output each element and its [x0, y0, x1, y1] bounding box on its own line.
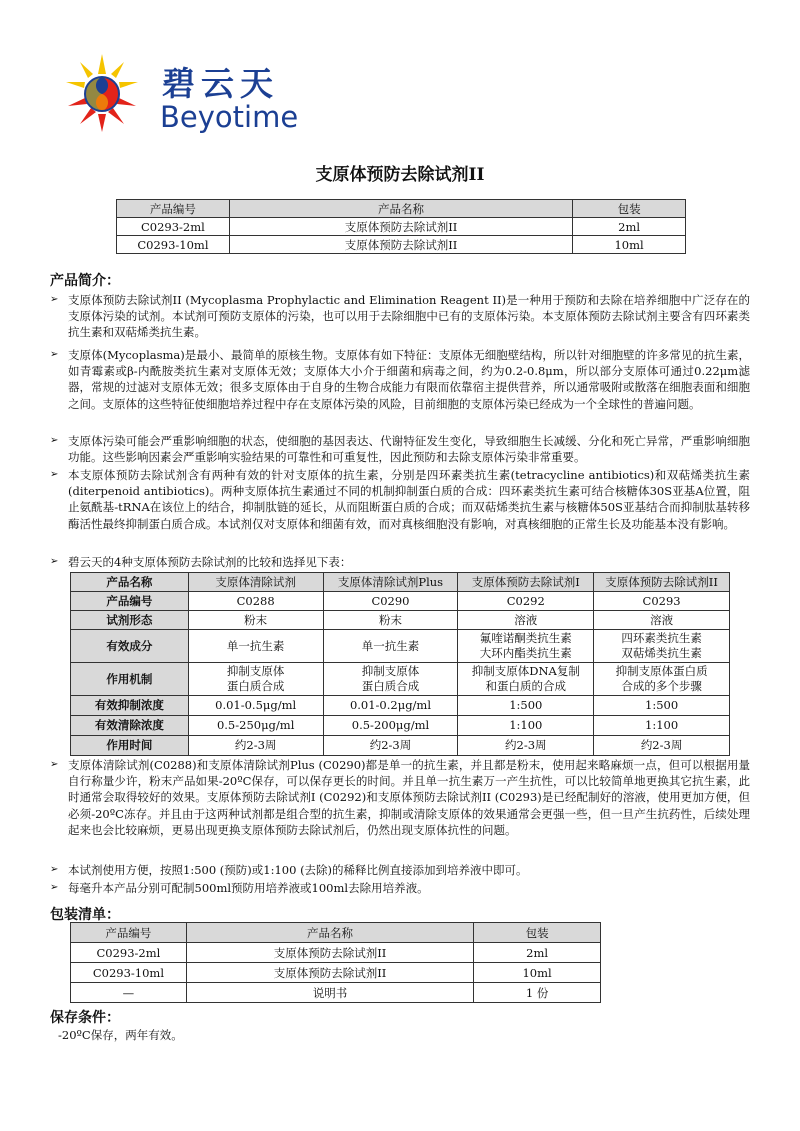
- table-cell: 抑制支原体 蛋白质合成: [188, 663, 323, 696]
- row-header-cell: 试剂形态: [71, 611, 189, 630]
- table-header-row: [71, 573, 730, 592]
- table-cell: C0288: [188, 592, 323, 611]
- table-cell: 支原体清除试剂: [188, 573, 323, 592]
- paragraph-text: 每毫升本产品分别可配制500ml预防用培养液或100ml去除用培养液。: [68, 881, 429, 895]
- table-cell: 粉末: [323, 611, 458, 630]
- table-header-row: [71, 923, 601, 943]
- triangle-bullet-icon: ➢: [50, 435, 59, 446]
- table-cell: 2ml: [474, 943, 601, 963]
- paragraph-text: 支原体清除试剂(C0288)和支原体清除试剂Plus (C0290)都是单一的抗生素，并且都是粉末，使用起来略麻烦一点，但可以根据用量自行称量少许，粉末产品如果-20ºC保存，可以保存更长的时间。并且单一抗生素万一产生抗性，可以比较简单地更换其它抗生素，此时通常会取得较好的效果。支原体预防去除试剂I (C0292)和支原体预防去除试剂II (C0293)是已经配制好的溶液，使用更加方便，但必须-20ºC冻存。并且由于这两种试剂都是组合型的抗生素，抑制或清除支原体的效果通常会更强一些，但一旦产生抗药性，后续处理起来也会比较麻烦，更易出现更换支原体预防去除试剂后，仍然出现支原体抗性的问题。: [68, 758, 750, 837]
- table-header-cell: 包装: [573, 200, 686, 218]
- table-row: [71, 736, 730, 756]
- table-cell: 氟喹诺酮类抗生素 大环内酯类抗生素: [458, 630, 594, 663]
- paragraph-text: 支原体预防去除试剂II (Mycoplasma Prophylactic and Elimination Reagent II)是一种用于预防和去除在培养细胞中广泛存在的支原体污染的试剂。本试剂可预防支原体的污染，也可以用于去除细胞中已有的支原体污染。本支原体预防去除试剂主要含有四环素类抗生素和双萜烯类抗生素。: [68, 293, 750, 340]
- table-cell: 支原体预防去除试剂II: [186, 963, 473, 983]
- table-cell: —: [71, 983, 187, 1003]
- paragraph-text: 碧云天的4种支原体预防去除试剂的比较和选择见下表：: [68, 555, 352, 569]
- paragraph-text: 本试剂使用方便，按照1:500 (预防)或1:100 (去除)的稀释比例直接添加到培养液中即可。: [68, 863, 528, 877]
- table-cell: 抑制支原体 蛋白质合成: [323, 663, 458, 696]
- table-cell: 抑制支原体DNA复制 和蛋白质的合成: [458, 663, 594, 696]
- table-cell: 抑制支原体蛋白质 合成的多个步骤: [594, 663, 730, 696]
- table-cell: 10ml: [474, 963, 601, 983]
- table-cell: 支原体预防去除试剂II: [594, 573, 730, 592]
- table-cell: 溶液: [458, 611, 594, 630]
- packing-table: [70, 922, 601, 1003]
- intro-paragraph: [50, 433, 750, 465]
- table-cell: 1 份: [474, 983, 601, 1003]
- table-row: [71, 963, 601, 983]
- table-cell: 0.5-200μg/ml: [323, 716, 458, 736]
- page-title: 支原体预防去除试剂II: [315, 165, 485, 185]
- paragraph-text: 本支原体预防去除试剂含有两种有效的针对支原体的抗生素，分别是四环素类抗生素(tetracycline antibiotics)和双萜烯类抗生素(diterpenoid antibiotics)。两种支原体抗生素通过不同的机制抑制蛋白质的合成：四环素类抗生素可结合核糖体30S亚基A位置，阻止氨酰基-tRNA在该位上的结合，抑制肽链的延长，从而阻断蛋白质的合成；而双萜烯类抗生素与核糖体50S亚基结合而抑制肽基转移酶活性最终抑制蛋白质合成。本试剂仅对支原体和细菌有效，而对真核细胞没有影响，对真核细胞的正常生长及功能基本没有影响。: [68, 468, 750, 531]
- table-cell: 约2-3周: [594, 736, 730, 756]
- table-row: [71, 663, 730, 696]
- intro-paragraph: [50, 467, 750, 532]
- table-cell: C0290: [323, 592, 458, 611]
- table-row: [71, 983, 601, 1003]
- table-cell: 单一抗生素: [323, 630, 458, 663]
- table-row: [71, 611, 730, 630]
- row-header-cell: 作用时间: [71, 736, 189, 756]
- triangle-bullet-icon: ➢: [50, 294, 59, 305]
- intro-paragraph: [50, 554, 750, 570]
- table-header-cell: 包装: [474, 923, 601, 943]
- section-heading-storage: 保存条件：: [50, 1010, 120, 1026]
- table-cell: 支原体预防去除试剂II: [229, 218, 572, 236]
- table-header-row: [117, 200, 686, 218]
- table-cell: 支原体预防去除试剂II: [229, 236, 572, 254]
- table-cell: 0.5-250μg/ml: [188, 716, 323, 736]
- table-row: [71, 696, 730, 716]
- table-row: [117, 218, 686, 236]
- row-header-cell: 有效抑制浓度: [71, 696, 189, 716]
- table-row: [117, 236, 686, 254]
- table-cell: 支原体清除试剂Plus: [323, 573, 458, 592]
- table-cell: 0.01-0.5μg/ml: [188, 696, 323, 716]
- table-cell: 1:100: [594, 716, 730, 736]
- product-table: [116, 199, 686, 254]
- table-cell: 单一抗生素: [188, 630, 323, 663]
- row-header-cell: 有效清除浓度: [71, 716, 189, 736]
- table-cell: C0293: [594, 592, 730, 611]
- row-header-cell: 产品名称: [71, 573, 189, 592]
- triangle-bullet-icon: ➢: [50, 864, 59, 875]
- brand-name-en: Beyotime: [160, 100, 299, 134]
- table-cell: 粉末: [188, 611, 323, 630]
- row-header-cell: 有效成分: [71, 630, 189, 663]
- table-row: [71, 592, 730, 611]
- intro-paragraph: [50, 292, 750, 341]
- table-cell: 约2-3周: [188, 736, 323, 756]
- table-row: [71, 716, 730, 736]
- table-cell: 0.01-0.2μg/ml: [323, 696, 458, 716]
- table-cell: C0293-10ml: [117, 236, 230, 254]
- table-cell: 10ml: [573, 236, 686, 254]
- comparison-table: [70, 572, 730, 756]
- table-header-cell: 产品名称: [229, 200, 572, 218]
- storage-text: -20ºC保存，两年有效。: [58, 1028, 183, 1042]
- table-header-cell: 产品编号: [117, 200, 230, 218]
- triangle-bullet-icon: ➢: [50, 349, 59, 360]
- paragraph-text: 支原体(Mycoplasma)是最小、最简单的原核生物。支原体有如下特征：支原体无细胞壁结构，所以针对细胞壁的许多常见的抗生素，如青霉素或β-内酰胺类抗生素对支原体无效；支原体大小介于细菌和病毒之间，约为0.2-0.8μm，所以部分支原体可通过0.22μm滤器，常规的过滤对支原体无效；很多支原体由于自身的生物合成能力有限而依靠宿主提供营养，所以通常吸附或散落在细胞表面和细胞之间。支原体的这些特征使细胞培养过程中存在支原体污染的风险，目前细胞的支原体污染已经成为一个全球性的普遍问题。: [68, 348, 750, 411]
- table-cell: C0292: [458, 592, 594, 611]
- table-cell: 支原体预防去除试剂I: [458, 573, 594, 592]
- section-heading-packing: 包装清单：: [50, 907, 120, 923]
- table-header-cell: 产品编号: [71, 923, 187, 943]
- row-header-cell: 产品编号: [71, 592, 189, 611]
- triangle-bullet-icon: ➢: [50, 469, 59, 480]
- section-heading-intro: 产品简介：: [50, 273, 120, 289]
- table-cell: 约2-3周: [458, 736, 594, 756]
- table-row: [71, 630, 730, 663]
- table-header-cell: 产品名称: [186, 923, 473, 943]
- table-cell: C0293-2ml: [117, 218, 230, 236]
- table-cell: 1:100: [458, 716, 594, 736]
- intro-paragraph: [50, 347, 750, 412]
- after-paragraph: [50, 880, 750, 896]
- paragraph-text: 支原体污染可能会严重影响细胞的状态，使细胞的基因表达、代谢特征发生变化，导致细胞生长减缓、分化和死亡异常，严重影响细胞功能。这些影响因素会严重影响实验结果的可靠性和可重复性，因此预防和去除支原体污染非常重要。: [68, 434, 750, 465]
- table-cell: 溶液: [594, 611, 730, 630]
- brand-name-cn: 碧云天: [162, 64, 279, 103]
- triangle-bullet-icon: ➢: [50, 759, 59, 770]
- table-row: [71, 943, 601, 963]
- table-cell: 2ml: [573, 218, 686, 236]
- table-cell: 四环素类抗生素 双萜烯类抗生素: [594, 630, 730, 663]
- after-paragraph: [50, 862, 750, 878]
- after-paragraph: [50, 757, 750, 838]
- table-cell: C0293-10ml: [71, 963, 187, 983]
- row-header-cell: 作用机制: [71, 663, 189, 696]
- triangle-bullet-icon: ➢: [50, 556, 59, 567]
- sun-icon: [66, 54, 138, 132]
- table-cell: C0293-2ml: [71, 943, 187, 963]
- table-cell: 1:500: [458, 696, 594, 716]
- table-cell: 约2-3周: [323, 736, 458, 756]
- triangle-bullet-icon: ➢: [50, 882, 59, 893]
- table-cell: 支原体预防去除试剂II: [186, 943, 473, 963]
- table-cell: 说明书: [186, 983, 473, 1003]
- table-cell: 1:500: [594, 696, 730, 716]
